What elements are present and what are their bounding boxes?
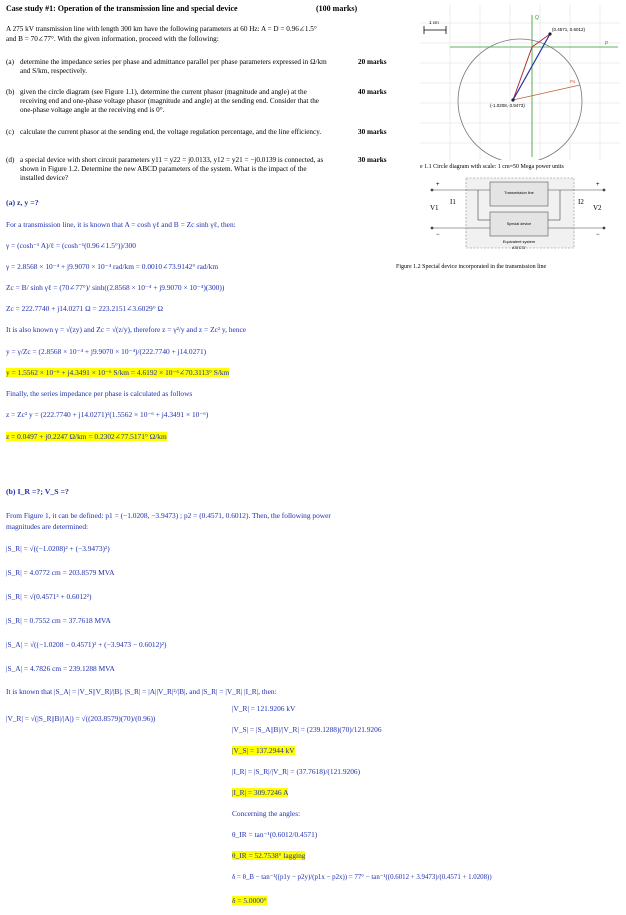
task-a-text: determine the impedance series per phase and admittance parallel per phase parameters expressed in Ω/km and S/km, respectively. xyxy=(20,58,327,75)
task-a-marks: 20 marks xyxy=(358,58,387,66)
part-b-line-1: From Figure 1, it can be defined: p1 = (−1.0208, −3.9473) ; p2 = (0.4571, 0.6012). Then, the following power xyxy=(6,511,331,520)
task-b-text: given the circle diagram (see Figure 1.1), determine the current phasor (magnitude and angle) at the receiving end and one-phase voltage phasor (magnitude and angle) at the sending end. Consider that the one-phase voltage angle at the receiving end is 0°. xyxy=(20,88,319,114)
task-a xyxy=(6,58,351,80)
part-b-line-2: magnitudes are determined: xyxy=(6,522,89,531)
part-b-right-2: |V_S| = |S_A||B|/|V_R| = (239.1288)(70)/121.9206 xyxy=(232,725,382,734)
power-circle xyxy=(458,39,582,160)
p1-coord-label: (-1.0208,-3.9473) xyxy=(490,103,525,108)
part-b-right-8: θ_IR = 52.7538° lagging xyxy=(232,851,306,860)
output-terminal-minus xyxy=(603,227,606,230)
part-a-line-9: Finally, the series impedance per phase is calculated as follows xyxy=(6,389,193,398)
task-c-text: calculate the current phasor at the sending end, the voltage regulation percentage, and the line efficiency. xyxy=(20,128,322,136)
task-c-marks: 30 marks xyxy=(358,128,387,136)
ps-label: Ps xyxy=(570,79,576,84)
p2-point xyxy=(548,32,551,35)
part-a-line-4: Zc = B/ sinh γℓ = (70∠77°)/ sinh((2.8568 × 10⁻⁴ + j9.9070 × 10⁻⁴)(300)) xyxy=(6,283,225,292)
circle-diagram-grid xyxy=(420,5,620,160)
total-marks: (100 marks) xyxy=(316,4,358,13)
p2-coord-label: (0.4571, 0.6012) xyxy=(552,27,586,32)
p1-point xyxy=(511,98,514,101)
part-a-line-11: z = 0.0497 + j0.2247 Ω/km = 0.2302∠77.5171° Ω/km xyxy=(6,432,167,441)
input-plus-sign: + xyxy=(436,182,440,188)
i2-label: I2 xyxy=(578,198,584,206)
task-a-label: (a) xyxy=(6,58,14,66)
sr-vector xyxy=(513,47,532,100)
part-a-line-10: z = Zc² y = (222.7740 + j14.0271)²(1.5562 × 10⁻⁶ + j4.3491 × 10⁻⁶) xyxy=(6,410,209,419)
task-b-label: (b) xyxy=(6,88,15,96)
v2-label: V2 xyxy=(593,204,602,212)
figure1-caption: e 1.1 Circle diagram with scale: 1 cm=50 Mega power units xyxy=(420,164,564,170)
part-b-right-9: δ = θ_B − tan⁻¹((p1y − p2y)/(p1x − p2x)) = 77° − tan⁻¹((0.6012 + 3.9473)/(0.4571 + 1.0208)) xyxy=(232,874,492,881)
i1-label: I1 xyxy=(450,198,456,206)
task-c xyxy=(6,128,351,148)
q-axis-label: Q xyxy=(535,15,539,21)
part-b-heading: (b) I_R =?; V_S =? xyxy=(6,487,69,496)
intro-line-2: and B = 70∠77°. With the given information, proceed with the following: xyxy=(6,35,219,43)
part-b-line-7: |S_A| = √((−1.0208 − 0.4571)² + (−3.9473 − 0.6012)²) xyxy=(6,640,167,649)
p-axis-label: P xyxy=(605,41,609,47)
case-title: Case study #1: Operation of the transmission line and special device xyxy=(6,4,238,13)
part-b-right-7: θ_IR = tan⁻¹(0.6012/0.4571) xyxy=(232,830,318,839)
part-a-line-5: Zc = 222.7740 + j14.0271 Ω = 223.2151∠3.6029° Ω xyxy=(6,304,164,313)
task-d xyxy=(6,156,351,186)
sa-vector xyxy=(513,34,550,100)
input-terminal-plus xyxy=(431,189,434,192)
part-b-line-4: |S_R| = 4.0772 cm = 203.8579 MVA xyxy=(6,568,115,577)
part-a-line-1: For a transmission line, it is known that A = cosh γℓ and B = Zc sinh γℓ, then: xyxy=(6,220,236,229)
part-b-right-6: Concerning the angles: xyxy=(232,809,301,818)
part-b-right-5: |I_R| = 309.7246 A xyxy=(232,788,289,797)
part-a-line-7: y = γ/Zc = (2.8568 × 10⁻⁴ + j9.9070 × 10⁻⁴)/(222.7740 + j14.0271) xyxy=(6,347,207,356)
figure2-caption: Figure 1.2 Special device incorporated in the transmission line xyxy=(396,264,547,270)
part-b-line-3: |S_R| = √((−1.0208)² + (−3.9473)²) xyxy=(6,544,110,553)
scale-label: 1 cm xyxy=(429,20,439,25)
part-a-heading: (a) z, y =? xyxy=(6,198,39,207)
part-b-right-3: |V_S| = 137.2944 kV xyxy=(232,746,295,755)
equivalent-system-label: Equivalent system xyxy=(502,239,536,244)
equivalent-abcd-label: A'B'C'D' xyxy=(511,245,527,250)
task-d-label: (d) xyxy=(6,156,15,164)
part-b-line-5: |S_R| = √(0.4571² + 0.6012²) xyxy=(6,592,92,601)
task-b xyxy=(6,88,351,118)
task-d-text: a special device with short circuit parameters y11 = y22 = j0.0133, y12 = y21 = −j0.0139 is connected, as shown in Figure 1.2. Determine the new ABCD parameters of the system. What is the impact of the installed device? xyxy=(20,156,324,182)
output-minus-sign: − xyxy=(596,232,600,238)
special-device-label: Special device xyxy=(506,222,532,226)
part-b-line-9: It is known that |S_A| = |V_S||V_R|/|B|, |S_R| = |A||V_R|²/|B|, and |S_R| = |V_R| |I_R|, then: xyxy=(6,687,277,696)
part-a-line-8: y = 1.5562 × 10⁻⁶ + j4.3491 × 10⁻⁶ S/km = 4.6192 × 10⁻⁶∠70.3113° S/km xyxy=(6,368,230,377)
part-b-line-6: |S_R| = 0.7552 cm = 37.7618 MVA xyxy=(6,616,111,625)
special-device-figure xyxy=(428,172,608,260)
task-d-marks: 30 marks xyxy=(358,156,387,164)
output-terminal-plus xyxy=(603,189,606,192)
v1-label: V1 xyxy=(430,204,439,212)
transmission-line-label: Transmission line xyxy=(504,191,534,195)
task-c-label: (c) xyxy=(6,128,14,136)
input-terminal-minus xyxy=(431,227,434,230)
part-b-right-1: |V_R| = 121.9206 kV xyxy=(232,704,296,713)
part-b-line-10: |V_R| = √(|S_R||B|/|A|) = √((203.8579)(70)/(0.96)) xyxy=(6,714,156,723)
task-b-marks: 40 marks xyxy=(358,88,387,96)
intro-line-1: A 275 kV transmission line with length 300 km have the following parameters at 60 Hz: A = D = 0.96∠1.5° xyxy=(6,25,317,33)
part-b-line-8: |S_A| = 4.7826 cm = 239.1288 MVA xyxy=(6,664,115,673)
output-plus-sign: + xyxy=(596,182,600,188)
part-b-right-10: δ = 5.0000° xyxy=(232,896,267,905)
part-b-right-4: |I_R| = |S_R|/|V_R| = (37.7618)/(121.9206) xyxy=(232,767,361,776)
part-a-line-3: γ = 2.8568 × 10⁻⁴ + j9.9070 × 10⁻⁴ rad/km = 0.0010∠73.9142° rad/km xyxy=(6,262,219,271)
circle-diagram-figure xyxy=(420,5,620,160)
part-a-line-2: γ = (cosh⁻¹ A)/ℓ = (cosh⁻¹(0.96∠1.5°))/300 xyxy=(6,241,136,250)
part-a-line-6: It is also known γ = √(zy) and Zc = √(z/y), therefore z = γ²/y and z = Zc² y, hence xyxy=(6,325,247,334)
input-minus-sign: − xyxy=(436,232,440,238)
